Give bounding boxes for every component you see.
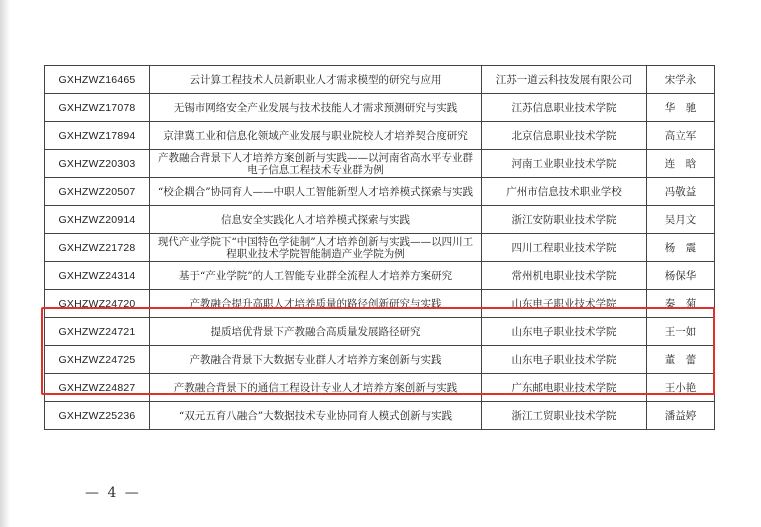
project-code: GXHZWZ24314 xyxy=(45,262,150,290)
project-organization: 四川工程职业技术学院 xyxy=(482,234,647,262)
project-code: GXHZWZ17894 xyxy=(45,122,150,150)
table-row xyxy=(45,234,715,262)
project-leader: 吴月文 xyxy=(647,206,715,234)
project-title: “双元五育八融合”大数据技术专业协同育人模式创新与实践 xyxy=(150,402,482,430)
project-code: GXHZWZ25236 xyxy=(45,402,150,430)
table-row xyxy=(45,150,715,178)
table-row xyxy=(45,374,715,402)
project-organization: 江苏一道云科技发展有限公司 xyxy=(482,66,647,94)
project-leader: 华 驰 xyxy=(647,94,715,122)
project-title: 产教融合背景下人才培养方案创新与实践——以河南省高水平专业群电子信息工程技术专业群为例 xyxy=(150,150,482,178)
table-row xyxy=(45,94,715,122)
page-number: — 4 — xyxy=(85,485,141,501)
project-organization: 山东电子职业技术学院 xyxy=(482,290,647,318)
project-code: GXHZWZ20914 xyxy=(45,206,150,234)
project-leader: 潘益婷 xyxy=(647,402,715,430)
project-title: 产教融合背景下大数据专业群人才培养方案创新与实践 xyxy=(150,346,482,374)
table-row xyxy=(45,122,715,150)
project-leader: 王小艳 xyxy=(647,374,715,402)
project-leader: 冯敬益 xyxy=(647,178,715,206)
project-leader: 宋学永 xyxy=(647,66,715,94)
project-title: 提质培优背景下产教融合高质量发展路径研究 xyxy=(150,318,482,346)
project-organization: 北京信息职业技术学院 xyxy=(482,122,647,150)
project-code: GXHZWZ17078 xyxy=(45,94,150,122)
project-title: 现代产业学院下“中国特色学徒制”人才培养创新与实践——以四川工程职业技术学院智能制造产业学院为例 xyxy=(150,234,482,262)
page-edge-shadow xyxy=(0,0,10,527)
table-row xyxy=(45,262,715,290)
project-leader: 连 晗 xyxy=(647,150,715,178)
table-row xyxy=(45,178,715,206)
project-leader: 杨保华 xyxy=(647,262,715,290)
project-title: “校企耦合”协同育人——中职人工智能新型人才培养模式探索与实践 xyxy=(150,178,482,206)
project-organization: 常州机电职业技术学院 xyxy=(482,262,647,290)
project-leader: 高立军 xyxy=(647,122,715,150)
project-organization: 浙江工贸职业技术学院 xyxy=(482,402,647,430)
table-row xyxy=(45,402,715,430)
project-organization: 山东电子职业技术学院 xyxy=(482,318,647,346)
project-code: GXHZWZ21728 xyxy=(45,234,150,262)
table-row xyxy=(45,206,715,234)
table-row xyxy=(45,290,715,318)
project-leader: 董 蕾 xyxy=(647,346,715,374)
project-organization: 江苏信息职业技术学院 xyxy=(482,94,647,122)
project-leader: 杨 震 xyxy=(647,234,715,262)
project-code: GXHZWZ16465 xyxy=(45,66,150,94)
project-leader: 秦 菊 xyxy=(647,290,715,318)
project-title: 云计算工程技术人员新职业人才需求模型的研究与应用 xyxy=(150,66,482,94)
project-organization: 广州市信息技术职业学校 xyxy=(482,178,647,206)
project-code: GXHZWZ20303 xyxy=(45,150,150,178)
project-title: 无锡市网络安全产业发展与技术技能人才需求预测研究与实践 xyxy=(150,94,482,122)
project-organization: 山东电子职业技术学院 xyxy=(482,346,647,374)
project-code: GXHZWZ20507 xyxy=(45,178,150,206)
project-title: 信息安全实践化人才培养模式探索与实践 xyxy=(150,206,482,234)
project-title: 产教融合提升高职人才培养质量的路径创新研究与实践 xyxy=(150,290,482,318)
table-row xyxy=(45,318,715,346)
project-title: 基于“产业学院”的人工智能专业群全流程人才培养方案研究 xyxy=(150,262,482,290)
table-row xyxy=(45,66,715,94)
project-title: 产教融合背景下的通信工程设计专业人才培养方案创新与实践 xyxy=(150,374,482,402)
table-row xyxy=(45,346,715,374)
project-organization: 浙江安防职业技术学院 xyxy=(482,206,647,234)
project-code: GXHZWZ24725 xyxy=(45,346,150,374)
project-code: GXHZWZ24720 xyxy=(45,290,150,318)
project-organization: 河南工业职业技术学院 xyxy=(482,150,647,178)
project-code: GXHZWZ24827 xyxy=(45,374,150,402)
project-title: 京津冀工业和信息化领域产业发展与职业院校人才培养契合度研究 xyxy=(150,122,482,150)
project-table xyxy=(44,65,715,430)
project-organization: 广东邮电职业技术学院 xyxy=(482,374,647,402)
project-leader: 王一如 xyxy=(647,318,715,346)
project-table-body xyxy=(45,66,715,430)
project-code: GXHZWZ24721 xyxy=(45,318,150,346)
